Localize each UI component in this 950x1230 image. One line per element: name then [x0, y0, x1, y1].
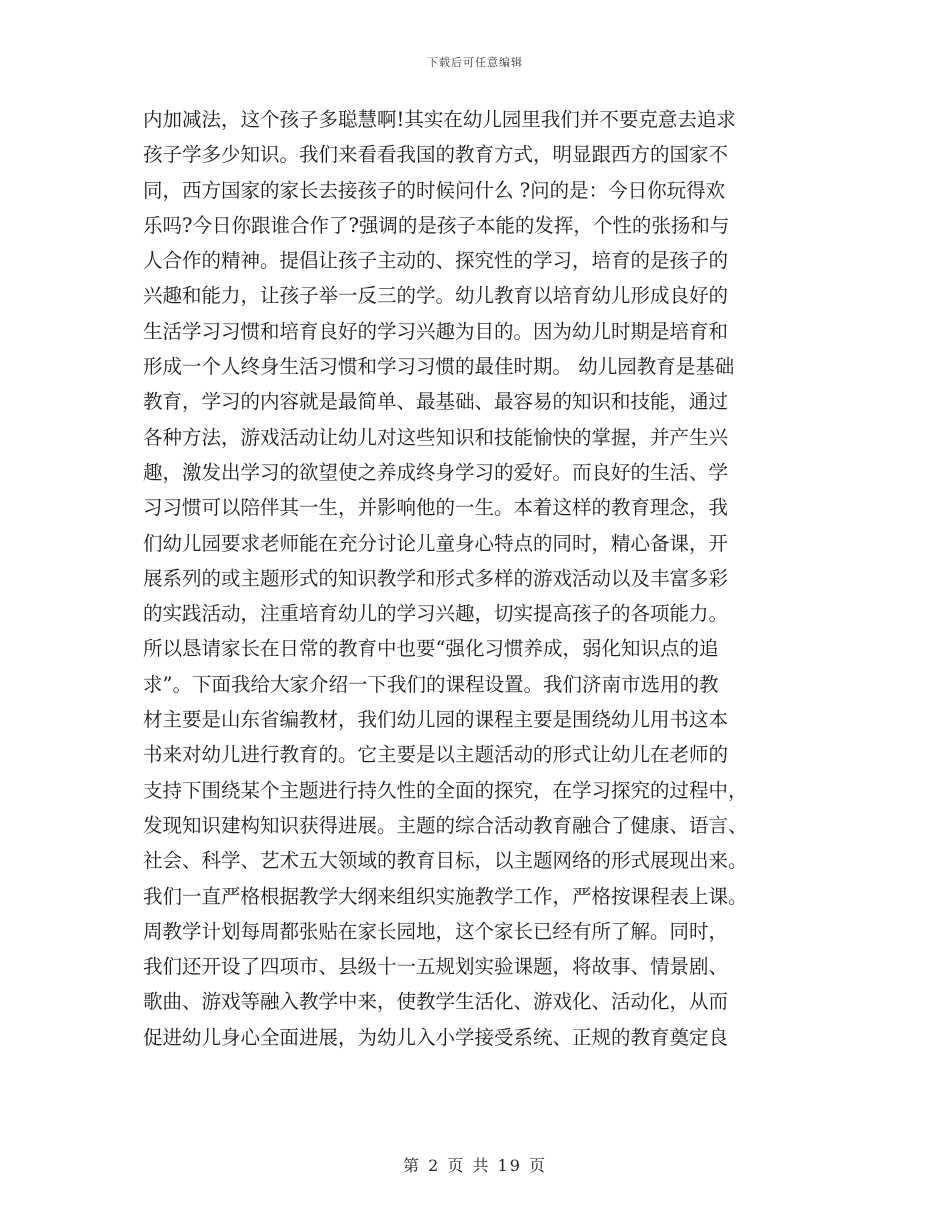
text-line: 周教学计划每周都张贴在家长园地，这个家长已经有所了解。同时，: [143, 919, 729, 943]
text-line: 乐吗?今日你跟谁合作了?强调的是孩子本能的发挥，个性的张扬和与: [143, 213, 730, 237]
text-line: 所以恳请家长在日常的教育中也要“强化习惯养成，弱化知识点的追: [143, 637, 719, 661]
page-number: 第 2 页 共 19 页: [403, 1156, 547, 1175]
text-line: 求”。下面我给大家介绍一下我们的课程设置。我们济南市选用的教: [143, 672, 719, 696]
text-line: 习习惯可以陪伴其一生，并影响他的一生。本着这样的教育理念，我: [143, 496, 729, 520]
text-line: 生活学习习惯和培育良好的学习兴趣为目的。因为幼儿时期是培育和: [143, 319, 729, 343]
text-line: 人合作的精神。提倡让孩子主动的、探究性的学习，培育的是孩子的: [143, 249, 729, 273]
page-header-note: 下载后可任意编辑: [427, 56, 523, 69]
text-line: 支持下围绕某个主题进行持久性的全面的探究，在学习探究的过程中，: [143, 778, 748, 802]
text-line: 我们还开设了四项市、县级十一五规划实验课题，将故事、情景剧、: [143, 955, 729, 979]
text-line: 同，西方国家的家长去接孩子的时候问什么 ?问的是：今日你玩得欢: [143, 178, 726, 202]
text-line: 形成一个人终身生活习惯和学习习惯的最佳时期。 幼儿园教育是基础: [143, 355, 735, 379]
text-line: 书来对幼儿进行教育的。它主要是以主题活动的形式让幼儿在老师的: [143, 743, 729, 767]
text-line: 兴趣和能力，让孩子举一反三的学。幼儿教育以培育幼儿形成良好的: [143, 284, 729, 308]
text-line: 我们一直严格根据教学大纲来组织实施教学工作，严格按课程表上课。: [143, 884, 748, 908]
text-line: 趣，激发出学习的欲望使之养成终身学习的爱好。而良好的生活、学: [143, 460, 729, 484]
text-line: 歌曲、游戏等融入教学中来，使教学生活化、游戏化、活动化，从而: [143, 990, 729, 1014]
text-line: 发现知识建构知识获得进展。主题的综合活动教育融合了健康、语言、: [143, 813, 748, 837]
text-line: 的实践活动，注重培育幼儿的学习兴趣，切实提高孩子的各项能力。: [143, 602, 729, 626]
text-line: 各种方法，游戏活动让幼儿对这些知识和技能愉快的掌握，并产生兴: [143, 425, 729, 449]
text-line: 内加减法，这个孩子多聪慧啊!其实在幼儿园里我们并不要克意去追求: [143, 108, 736, 131]
document-body: [143, 102, 805, 1055]
text-line: 社会、科学、艺术五大领域的教育目标，以主题网络的形式展现出来。: [143, 849, 748, 873]
text-line: 促进幼儿身心全面进展，为幼儿入小学接受系统、正规的教育奠定良: [143, 1025, 729, 1049]
text-line: 展系列的或主题形式的知识教学和形式多样的游戏活动以及丰富多彩: [143, 566, 729, 590]
text-line: 教育，学习的内容就是最简单、最基础、最容易的知识和技能，通过: [143, 390, 729, 414]
text-line: 们幼儿园要求老师能在充分讨论儿童身心特点的同时，精心备课，开: [143, 531, 729, 555]
text-line: 材主要是山东省编教材，我们幼儿园的课程主要是围绕幼儿用书这本: [143, 708, 729, 732]
text-line: 孩子学多少知识。我们来看看我国的教育方式，明显跟西方的国家不: [143, 143, 729, 167]
